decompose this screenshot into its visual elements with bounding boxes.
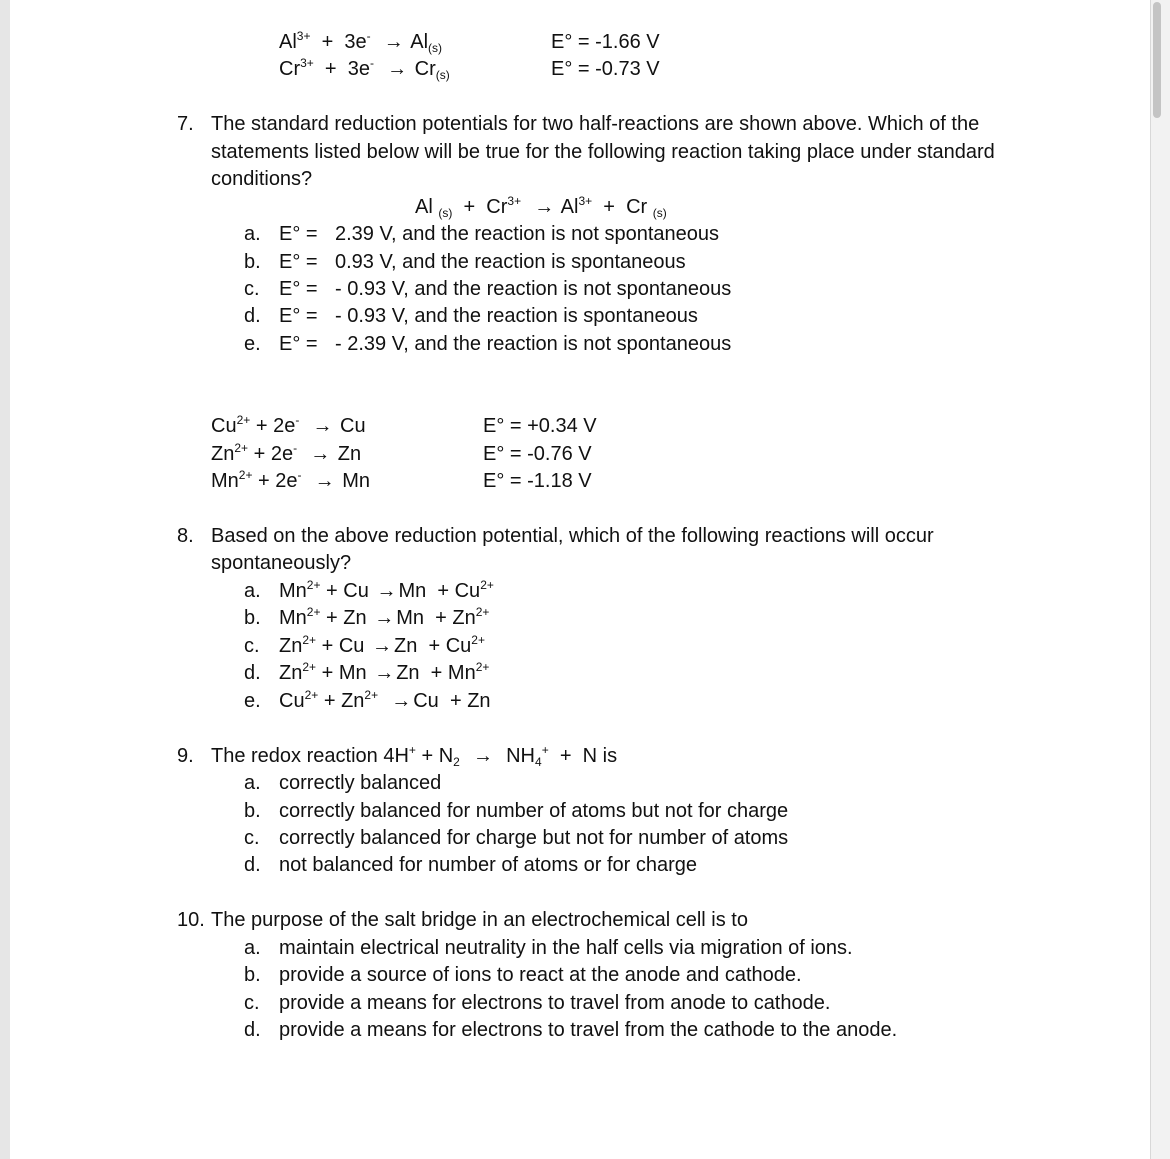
option-label: c. bbox=[244, 827, 260, 849]
option-eq: E° = bbox=[279, 333, 318, 355]
question-7-text-line-1: The standard reduction potentials for two half-reactions are shown above. Which of the bbox=[211, 113, 980, 135]
question-9-number: 9. bbox=[177, 745, 194, 767]
option-label: a. bbox=[244, 580, 261, 602]
option-label: b. bbox=[244, 607, 261, 629]
option-label: d. bbox=[244, 854, 261, 876]
question-8-number: 8. bbox=[177, 525, 194, 547]
option-label: a. bbox=[244, 223, 261, 245]
option-eq: E° = bbox=[279, 305, 318, 327]
option-label: d. bbox=[244, 1019, 261, 1041]
question-10-number: 10. bbox=[177, 909, 205, 931]
option-reaction[interactable]: $Mn^{2+} + Zn \to Mn + Zn^{2+}$ bbox=[279, 605, 490, 629]
option-text[interactable]: 0.93 V, and the reaction is spontaneous bbox=[335, 251, 686, 273]
option-label: d. bbox=[244, 662, 261, 684]
option-label: a. bbox=[244, 772, 261, 794]
half-reaction-al: $Al^{3+} + 3e^- \to Al_{(s)}$ bbox=[279, 29, 443, 55]
question-7-number: 7. bbox=[177, 113, 194, 135]
potential-mn: E° = -1.18 V bbox=[483, 470, 592, 492]
option-text[interactable]: 2.39 V, and the reaction is not spontaneous bbox=[335, 223, 719, 245]
option-label: c. bbox=[244, 635, 260, 657]
option-text[interactable]: correctly balanced for number of atoms but not for charge bbox=[279, 800, 789, 822]
option-label: b. bbox=[244, 964, 261, 986]
option-text[interactable]: correctly balanced for charge but not for number of atoms bbox=[279, 827, 789, 849]
option-text[interactable]: - 0.93 V, and the reaction is not spontaneous bbox=[335, 278, 732, 300]
half-reaction-mn: $Mn^{2+} + 2e^- \to Mn$ bbox=[211, 468, 371, 492]
option-reaction[interactable]: $Cu^{2+} + Zn^{2+} \to Cu + Zn$ bbox=[279, 688, 491, 712]
option-text[interactable]: - 2.39 V, and the reaction is not spontaneous bbox=[335, 333, 732, 355]
half-reaction-zn: $Zn^{2+} + 2e^- \to Zn$ bbox=[211, 441, 362, 465]
option-label: e. bbox=[244, 333, 261, 355]
potential-zn: E° = -0.76 V bbox=[483, 443, 592, 465]
option-reaction[interactable]: $Zn^{2+} + Cu \to Zn + Cu^{2+}$ bbox=[279, 633, 485, 657]
option-eq: E° = bbox=[279, 223, 318, 245]
option-text[interactable]: provide a source of ions to react at the anode and cathode. bbox=[279, 964, 802, 986]
question-8-text-line-1: Based on the above reduction potential, which of the following reactions will occur bbox=[211, 525, 934, 547]
question-9-stem: The redox reaction $4H^+ + N_2 \to NH_4^+ + N$ is bbox=[211, 743, 618, 769]
option-eq: E° = bbox=[279, 251, 318, 273]
half-reaction-cr: $Cr^{3+} + 3e^- \to Cr_{(s)}$ bbox=[279, 56, 450, 82]
option-text[interactable]: maintain electrical neutrality in the half cells via migration of ions. bbox=[279, 937, 853, 959]
option-text[interactable]: provide a means for electrons to travel from anode to cathode. bbox=[279, 992, 831, 1014]
option-reaction[interactable]: $Zn^{2+} + Mn \to Zn + Mn^{2+}$ bbox=[279, 660, 490, 684]
question-7-text-line-2: statements listed below will be true for the following reaction taking place under standard bbox=[211, 141, 995, 163]
scrollbar-thumb[interactable] bbox=[1153, 2, 1161, 118]
option-reaction[interactable]: $Mn^{2+} + Cu \to Mn + Cu^{2+}$ bbox=[279, 578, 494, 602]
option-label: e. bbox=[244, 690, 261, 712]
option-label: a. bbox=[244, 937, 261, 959]
option-text[interactable]: - 0.93 V, and the reaction is spontaneous bbox=[335, 305, 698, 327]
option-text[interactable]: provide a means for electrons to travel from the cathode to the anode. bbox=[279, 1019, 898, 1041]
option-label: c. bbox=[244, 278, 260, 300]
question-8-text-line-2: spontaneously? bbox=[211, 552, 352, 574]
option-label: b. bbox=[244, 800, 261, 822]
option-eq: E° = bbox=[279, 278, 318, 300]
option-label: d. bbox=[244, 305, 261, 327]
half-reaction-cu: $Cu^{2+} + 2e^- \to Cu$ bbox=[211, 413, 366, 437]
potential-al: E° = -1.66 V bbox=[551, 31, 660, 53]
option-text[interactable]: not balanced for number of atoms or for charge bbox=[279, 854, 698, 876]
potential-cu: E° = +0.34 V bbox=[483, 415, 597, 437]
option-label: b. bbox=[244, 251, 261, 273]
potential-cr: E° = -0.73 V bbox=[551, 58, 660, 80]
option-text[interactable]: correctly balanced bbox=[279, 772, 442, 794]
question-10-text: The purpose of the salt bridge in an electrochemical cell is to bbox=[211, 909, 748, 931]
option-label: c. bbox=[244, 992, 260, 1014]
scroll-track[interactable] bbox=[1150, 0, 1170, 1159]
question-7-reaction: Al $_{(s)} + Cr^{3+} \to Al^{3+} + Cr$ $_{(s)}$ bbox=[415, 194, 667, 220]
question-7-text-line-3: conditions? bbox=[211, 168, 313, 190]
